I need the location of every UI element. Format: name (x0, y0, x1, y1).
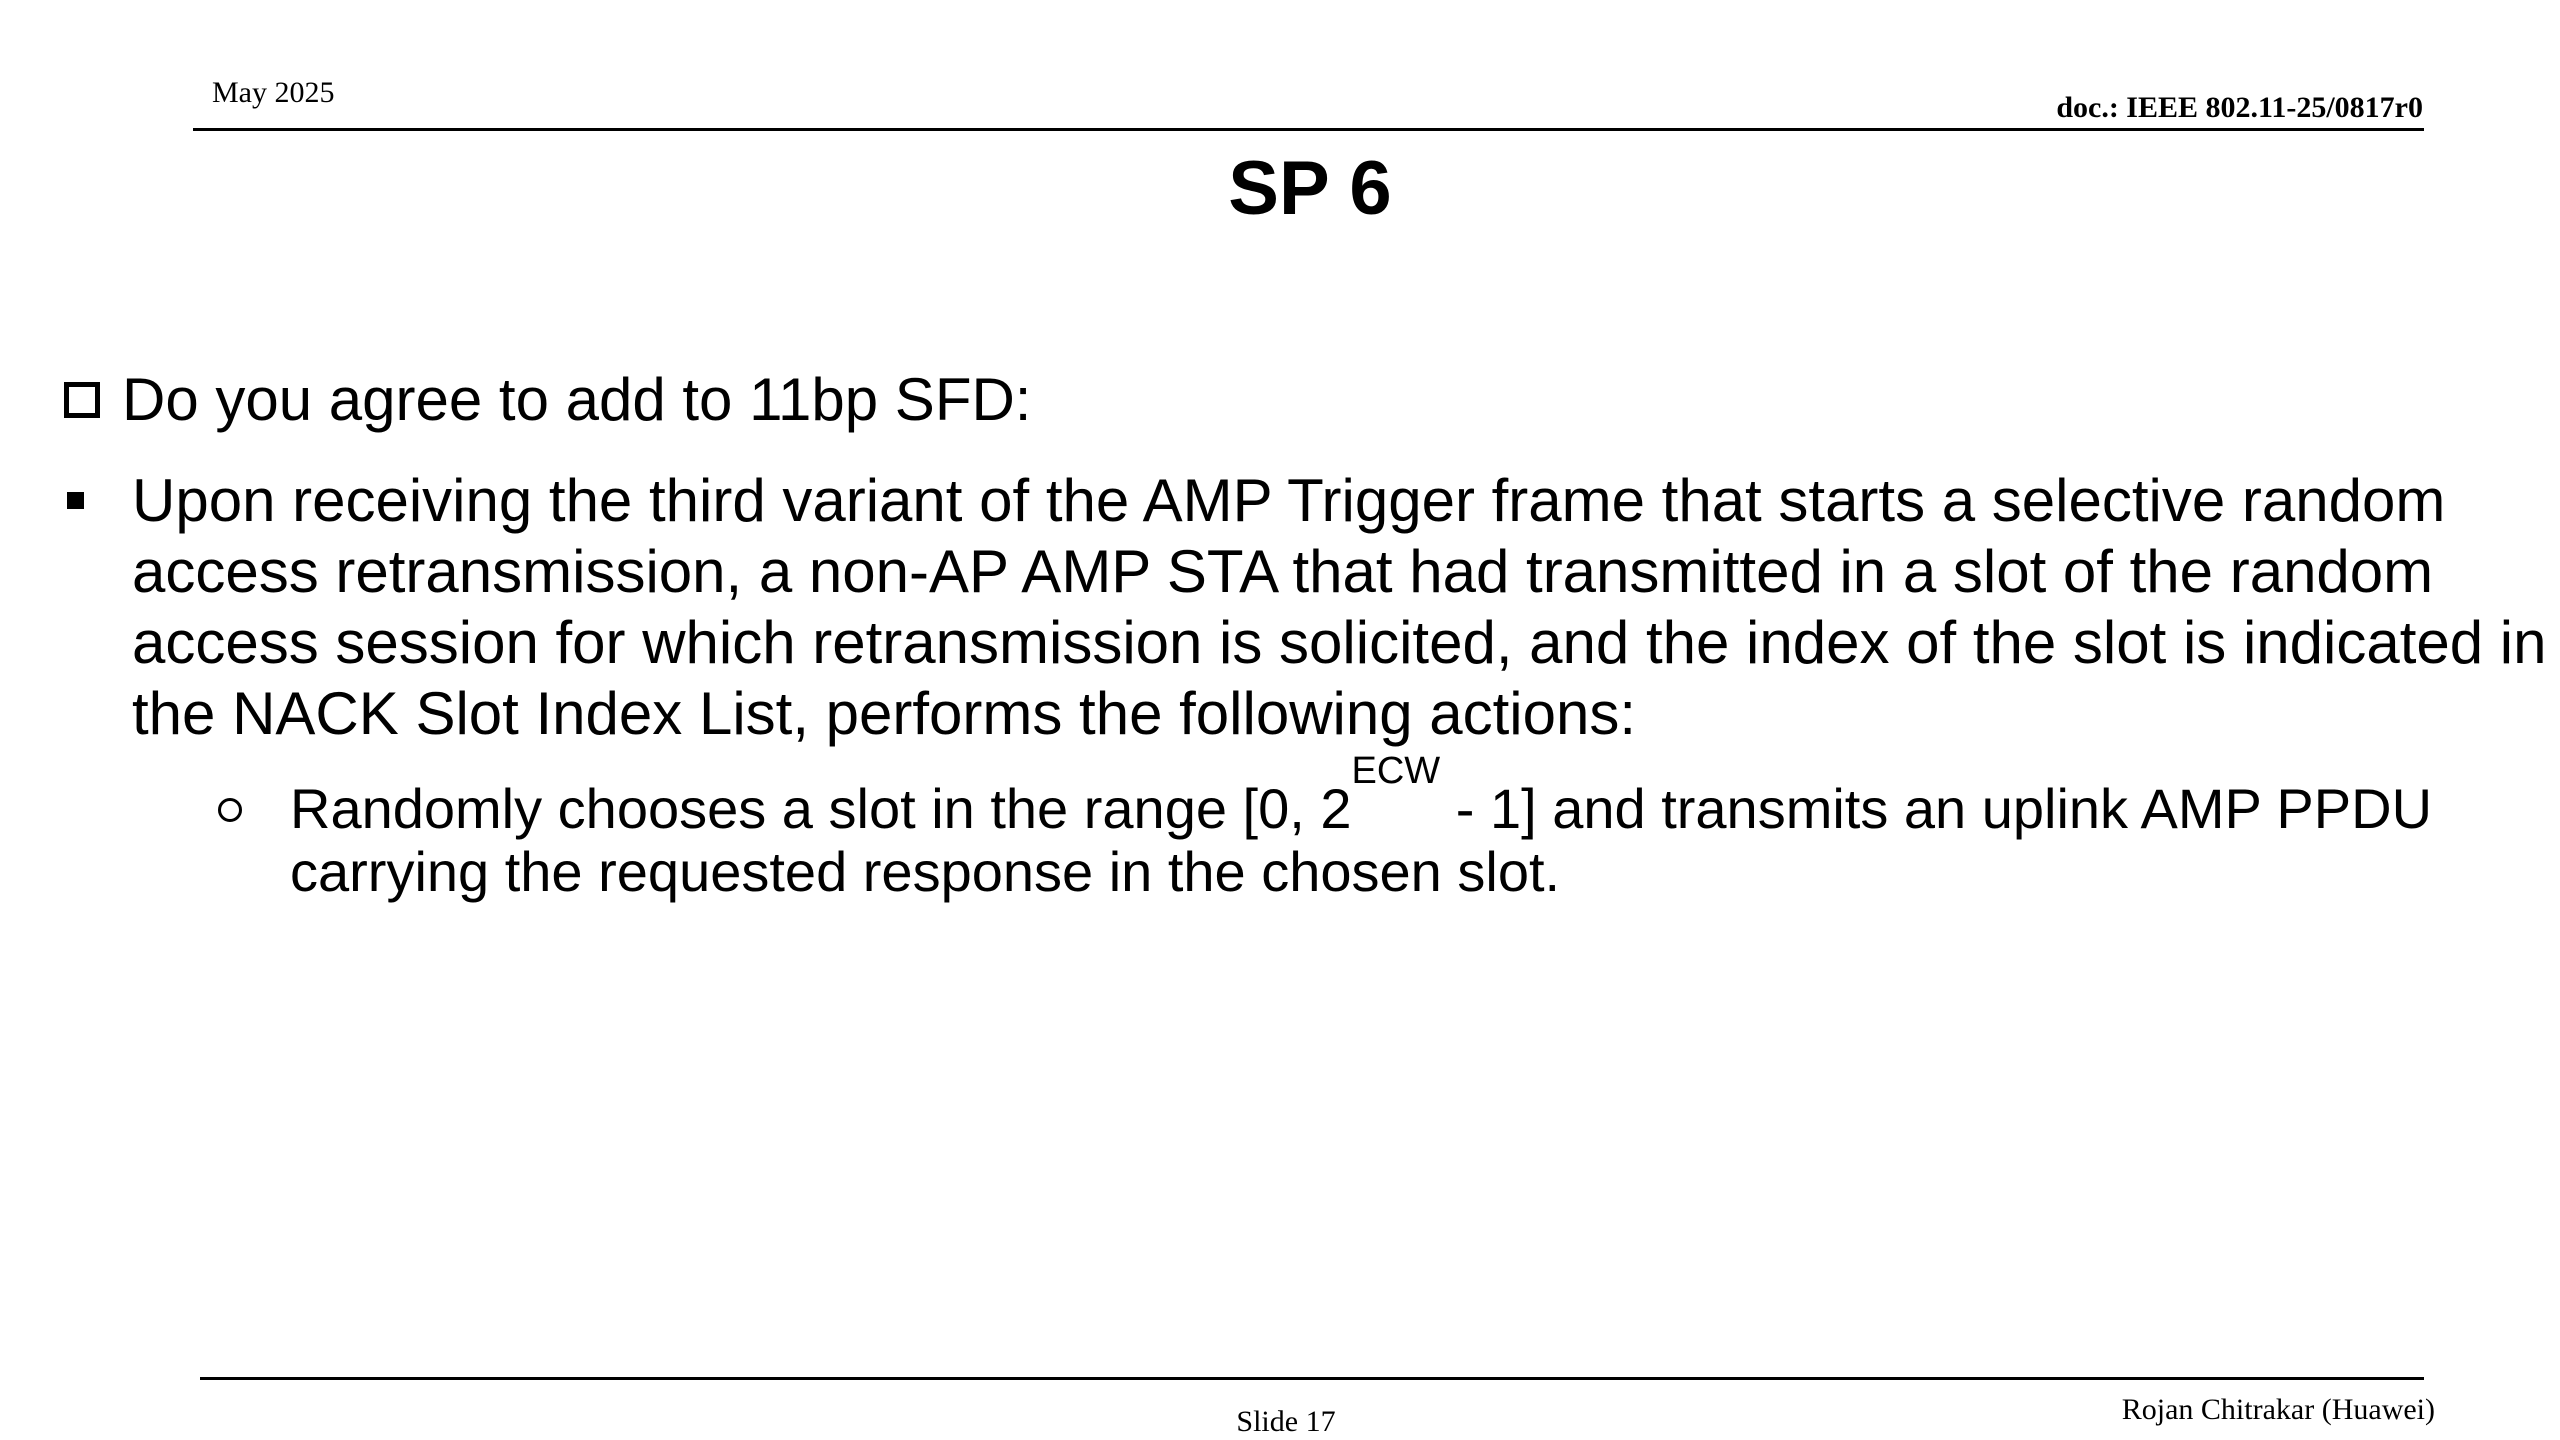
sub-bullet-text (290, 750, 2440, 903)
footer-divider (200, 1377, 2424, 1380)
slide-title: SP 6 (1228, 146, 1392, 231)
sub-bullet-superscript: ECW (1351, 750, 1441, 792)
footer-author: Rojan Chitrakar (Huawei) (2121, 1393, 2435, 1426)
slide-number: Slide 17 (1236, 1405, 1336, 1438)
header-divider (193, 128, 2424, 131)
question-line (64, 362, 1031, 438)
checkbox-bullet-icon (64, 382, 100, 418)
sub-bullet-text-after: - 1] and transmits an uplink AMP PPDU carrying the requested response in the chosen slot. (290, 777, 2433, 903)
bullet-text: Upon receiving the third variant of the AMP Trigger frame that starts a selective random access retransmission, a non-AP AMP STA that had transmitted in a slot of the random access session for which retransmission is solicited, and the index of the slot is indicated in the NACK Slot Index List, performs the following actions: (132, 467, 2547, 747)
header-date: May 2025 (212, 76, 335, 109)
sub-bullet-text-before: Randomly chooses a slot in the range [0, 2 (290, 777, 1352, 840)
header-doc-id: doc.: IEEE 802.11-25/0817r0 (2056, 91, 2423, 124)
square-bullet-icon (67, 492, 84, 509)
circle-bullet-icon (218, 798, 242, 822)
question-text: Do you agree to add to 11bp SFD: (122, 366, 1032, 433)
